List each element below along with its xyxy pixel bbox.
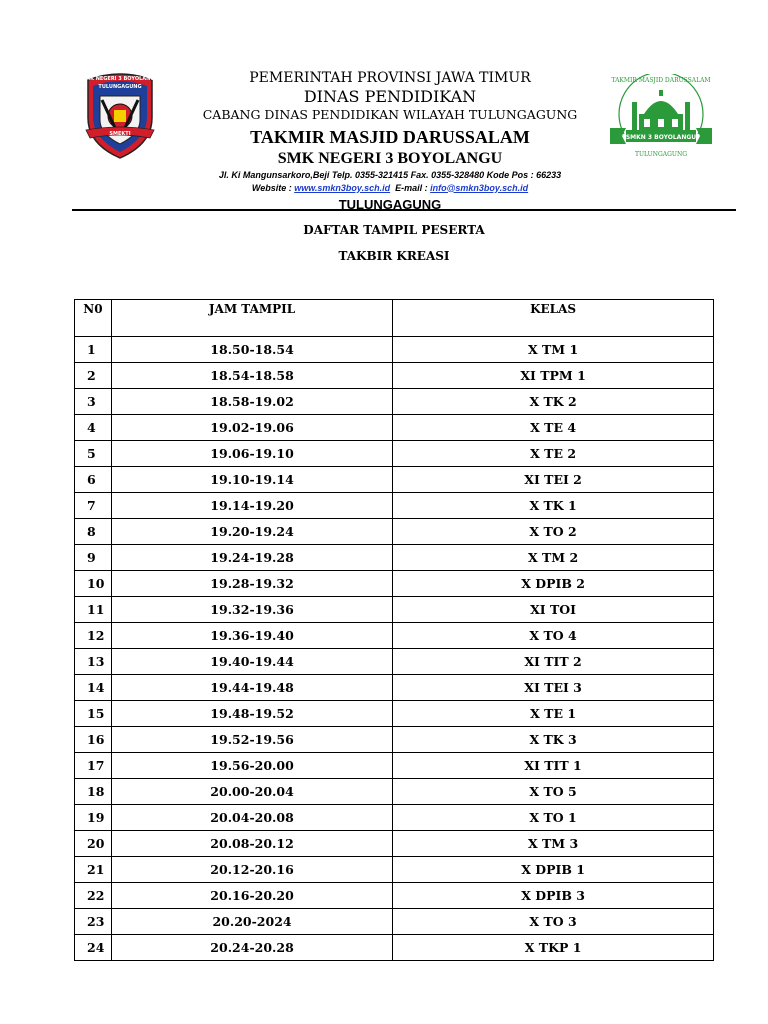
- cell-kelas: X DPIB 3: [393, 883, 714, 909]
- cell-no: 7: [75, 493, 112, 519]
- table-row: [75, 441, 714, 467]
- table-row: [75, 389, 714, 415]
- website-label: Website :: [251, 182, 295, 193]
- header-province: PEMERINTAH PROVINSI JAWA TIMUR: [249, 70, 531, 86]
- header-dinas: DINAS PENDIDIKAN: [303, 87, 477, 106]
- cell-no: 10: [75, 571, 112, 597]
- cell-kelas: X TO 3: [393, 909, 714, 935]
- website-link[interactable]: www.smkn3boy.sch.id: [294, 182, 391, 193]
- table-row: [75, 597, 714, 623]
- school-crest-logo: [80, 70, 160, 160]
- cell-no: 23: [75, 909, 112, 935]
- cell-kelas: XI TIT 1: [393, 753, 714, 779]
- cell-kelas: X TM 2: [393, 545, 714, 571]
- cell-kelas: XI TIT 2: [393, 649, 714, 675]
- cell-no: 18: [75, 779, 112, 805]
- cell-no: 8: [75, 519, 112, 545]
- cell-jam: 20.16-20.20: [111, 883, 392, 909]
- table-row: [75, 493, 714, 519]
- email-label: E-mail :: [395, 182, 431, 193]
- table-row: [75, 623, 714, 649]
- header-takmir: TAKMIR MASJID DARUSSALAM: [250, 126, 530, 147]
- header-kelas: KELAS: [393, 300, 714, 337]
- cell-jam: 18.50-18.54: [111, 337, 392, 363]
- cell-jam: 20.00-20.04: [111, 779, 392, 805]
- cell-no: 17: [75, 753, 112, 779]
- table-row: [75, 675, 714, 701]
- cell-jam: 19.52-19.56: [111, 727, 392, 753]
- cell-kelas: X TO 1: [393, 805, 714, 831]
- cell-jam: 19.56-20.00: [111, 753, 392, 779]
- cell-jam: 19.20-19.24: [111, 519, 392, 545]
- mosque-ring-text: TAKMIR MASJID DARUSSALAM: [611, 77, 711, 84]
- cell-jam: 19.40-19.44: [111, 649, 392, 675]
- cell-jam: 19.28-19.32: [111, 571, 392, 597]
- table-row: [75, 649, 714, 675]
- cell-kelas: X DPIB 2: [393, 571, 714, 597]
- cell-no: 16: [75, 727, 112, 753]
- cell-jam: 19.32-19.36: [111, 597, 392, 623]
- table-body: [75, 337, 714, 961]
- cell-kelas: X TM 1: [393, 337, 714, 363]
- table-row: [75, 467, 714, 493]
- cell-jam: 20.12-20.16: [111, 857, 392, 883]
- cell-jam: 19.02-19.06: [111, 415, 392, 441]
- table-header-row: [75, 300, 714, 337]
- header-city: TULUNGAGUNG: [338, 196, 442, 212]
- cell-kelas: X TE 4: [393, 415, 714, 441]
- cell-jam: 19.06-19.10: [111, 441, 392, 467]
- cell-kelas: XI TEI 3: [393, 675, 714, 701]
- cell-kelas: X TKP 1: [393, 935, 714, 961]
- cell-no: 24: [75, 935, 112, 961]
- cell-no: 20: [75, 831, 112, 857]
- table-row: [75, 337, 714, 363]
- cell-jam: 19.48-19.52: [111, 701, 392, 727]
- document-title: DAFTAR TAMPIL PESERTA: [303, 223, 485, 237]
- cell-no: 6: [75, 467, 112, 493]
- cell-no: 1: [75, 337, 112, 363]
- table-row: [75, 831, 714, 857]
- crest-badge-text: SMEKTI: [109, 131, 131, 137]
- cell-jam: 20.20-2024: [111, 909, 392, 935]
- cell-kelas: X TE 1: [393, 701, 714, 727]
- cell-no: 22: [75, 883, 112, 909]
- cell-jam: 18.58-19.02: [111, 389, 392, 415]
- cell-kelas: X TK 2: [393, 389, 714, 415]
- header-no: N0: [75, 300, 112, 337]
- cell-jam: 19.24-19.28: [111, 545, 392, 571]
- document-subtitle: TAKBIR KREASI: [338, 249, 450, 263]
- mosque-logo: [606, 74, 716, 166]
- cell-no: 12: [75, 623, 112, 649]
- cell-kelas: X TK 3: [393, 727, 714, 753]
- table-row: [75, 753, 714, 779]
- cell-jam: 18.54-18.58: [111, 363, 392, 389]
- cell-kelas: XI TOI: [393, 597, 714, 623]
- cell-no: 9: [75, 545, 112, 571]
- table-row: [75, 727, 714, 753]
- table-row: [75, 779, 714, 805]
- mosque-bottom-text: TULUNGAGUNG: [634, 151, 688, 158]
- cell-no: 15: [75, 701, 112, 727]
- table-row: [75, 701, 714, 727]
- cell-jam: 20.04-20.08: [111, 805, 392, 831]
- header-divider: [72, 209, 736, 211]
- table-row: [75, 935, 714, 961]
- cell-kelas: X DPIB 1: [393, 857, 714, 883]
- table-row: [75, 363, 714, 389]
- cell-no: 14: [75, 675, 112, 701]
- cell-kelas: X TO 5: [393, 779, 714, 805]
- header-contact: [160, 184, 620, 193]
- email-link[interactable]: info@smkn3boy.sch.id: [430, 182, 529, 193]
- cell-kelas: X TK 1: [393, 493, 714, 519]
- table-row: [75, 909, 714, 935]
- cell-no: 2: [75, 363, 112, 389]
- cell-no: 13: [75, 649, 112, 675]
- cell-no: 21: [75, 857, 112, 883]
- cell-jam: 20.24-20.28: [111, 935, 392, 961]
- cell-kelas: X TO 4: [393, 623, 714, 649]
- mosque-banner-text: SMKN 3 BOYOLANGU: [625, 134, 697, 141]
- cell-kelas: X TE 2: [393, 441, 714, 467]
- table-row: [75, 545, 714, 571]
- table-row: [75, 415, 714, 441]
- cell-jam: 19.10-19.14: [111, 467, 392, 493]
- cell-jam: 19.36-19.40: [111, 623, 392, 649]
- table-row: [75, 805, 714, 831]
- header-school: SMK NEGERI 3 BOYOLANGU: [277, 149, 503, 167]
- table-row: [75, 857, 714, 883]
- letterhead: [160, 68, 620, 211]
- table-row: [75, 883, 714, 909]
- header-address: Jl. Ki Mangunsarkoro,Beji Telp. 0355-321415 Fax. 0355-328480 Kode Pos : 66233: [218, 169, 562, 180]
- cell-kelas: X TM 3: [393, 831, 714, 857]
- crest-sub-text: TULUNGAGUNG: [98, 84, 142, 90]
- schedule-table: [74, 299, 714, 961]
- cell-no: 3: [75, 389, 112, 415]
- cell-no: 19: [75, 805, 112, 831]
- cell-no: 4: [75, 415, 112, 441]
- cell-no: 11: [75, 597, 112, 623]
- crest-top-text: SMK NEGERI 3 BOYOLANGU: [81, 76, 159, 82]
- cell-jam: 19.44-19.48: [111, 675, 392, 701]
- cell-kelas: XI TPM 1: [393, 363, 714, 389]
- cell-kelas: X TO 2: [393, 519, 714, 545]
- table-row: [75, 571, 714, 597]
- table-row: [75, 519, 714, 545]
- cell-kelas: XI TEI 2: [393, 467, 714, 493]
- cell-jam: 19.14-19.20: [111, 493, 392, 519]
- header-cabang: CABANG DINAS PENDIDIKAN WILAYAH TULUNGAGUNG: [202, 107, 578, 122]
- cell-jam: 20.08-20.12: [111, 831, 392, 857]
- cell-no: 5: [75, 441, 112, 467]
- header-jam: JAM TAMPIL: [111, 300, 392, 337]
